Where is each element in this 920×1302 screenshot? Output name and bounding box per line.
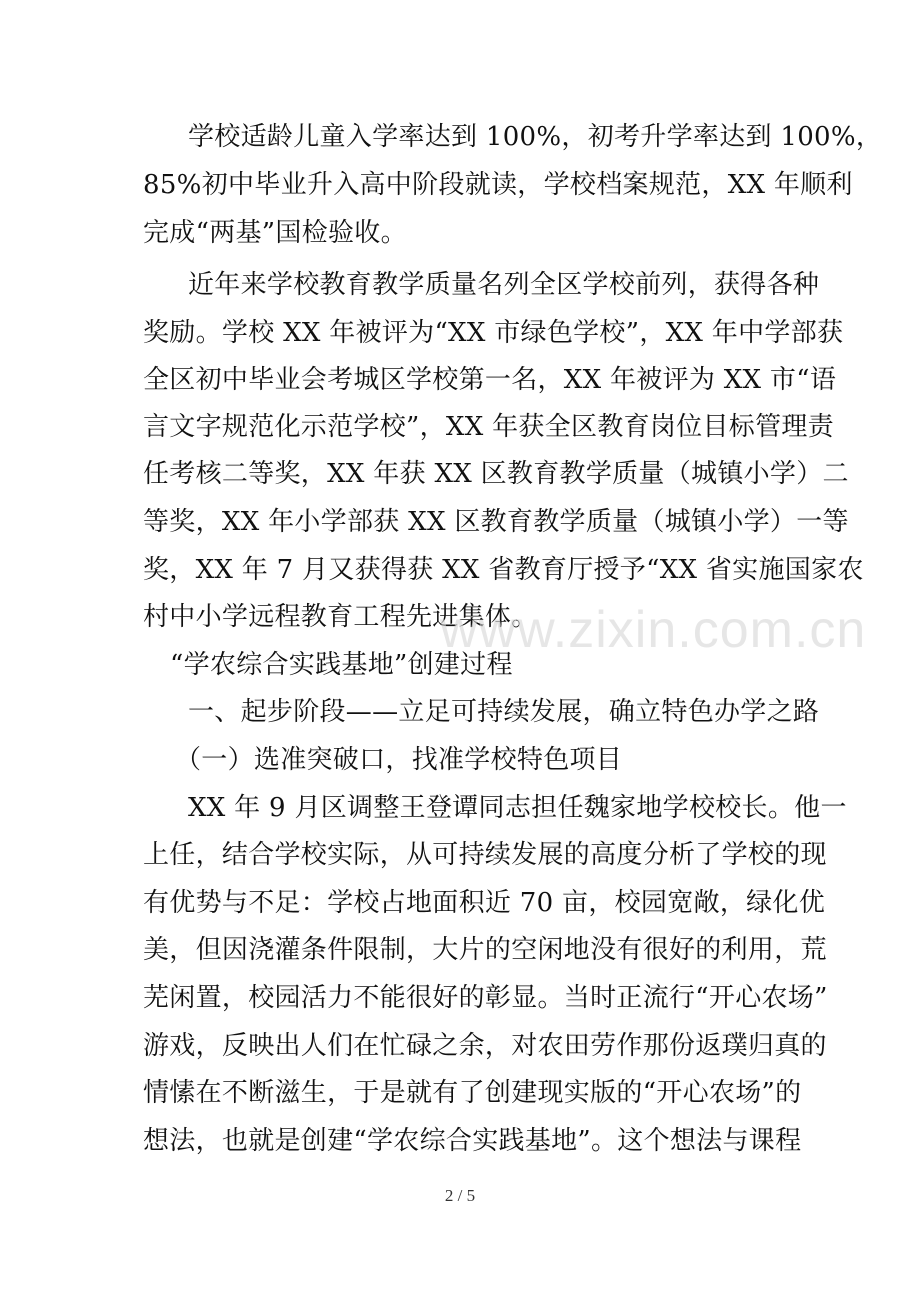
text-line-21: 情愫在不断滋生，于是就有了创建现实版的“开心农场”的 [143,1078,802,1108]
text-line-2: 85%初中毕业升入高中阶段就读，学校档案规范，XX 年顺利 [143,170,853,200]
text-line-5: 奖励。学校 XX 年被评为“XX 市绿色学校”，XX 年中学部获 [143,318,844,348]
text-line-18: 美，但因浇灌条件限制，大片的空闲地没有很好的利用，荒 [143,935,827,965]
text-line-6: 全区初中毕业会考城区学校第一名，XX 年被评为 XX 市“语 [143,365,837,395]
text-line-8: 任考核二等奖，XX 年获 XX 区教育教学质量（城镇小学）二 [143,459,849,489]
subsection-heading-1: 一、起步阶段——立足可持续发展，确立特色办学之路 [188,697,820,727]
text-line-7: 言文字规范化示范学校”，XX 年获全区教育岗位目标管理责 [143,412,834,442]
text-line-17: 有优势与不足：学校占地面积近 70 亩，校园宽敞，绿化优 [143,888,826,918]
page-number: 2 / 5 [444,1186,476,1205]
text-line-16: 上任，结合学校实际，从可持续发展的高度分析了学校的现 [143,840,827,870]
text-line-9: 等奖，XX 年小学部获 XX 区教育教学质量（城镇小学）一等 [143,507,849,537]
text-line-10: 奖，XX 年 7 月又获得获 XX 省教育厅授予“XX 省实施国家农 [143,555,864,585]
text-line-20: 游戏，反映出人们在忙碌之余，对农田劳作那份返璞归真的 [143,1031,827,1061]
section-heading: “学农综合实践基地”创建过程 [170,650,513,680]
text-line-11: 村中小学远程教育工程先进集体。 [143,602,538,632]
text-line-4: 近年来学校教育教学质量名列全区学校前列，获得各种 [188,270,820,300]
subsection-heading-2: （一）选准突破口，找准学校特色项目 [175,745,623,775]
watermark: www.zixin.com.cn [440,601,867,659]
text-line-15: XX 年 9 月区调整王登谭同志担任魏家地学校校长。他一 [188,793,847,823]
text-line-3: 完成“两基”国检验收。 [143,218,407,248]
text-line-22: 想法，也就是创建“学农综合实践基地”。这个想法与课程 [143,1126,802,1156]
text-line-1: 学校适龄儿童入学率达到 100%，初考升学率达到 100%， [188,122,883,152]
text-line-19: 芜闲置，校园活力不能很好的彰显。当时正流行“开心农场” [143,983,828,1013]
